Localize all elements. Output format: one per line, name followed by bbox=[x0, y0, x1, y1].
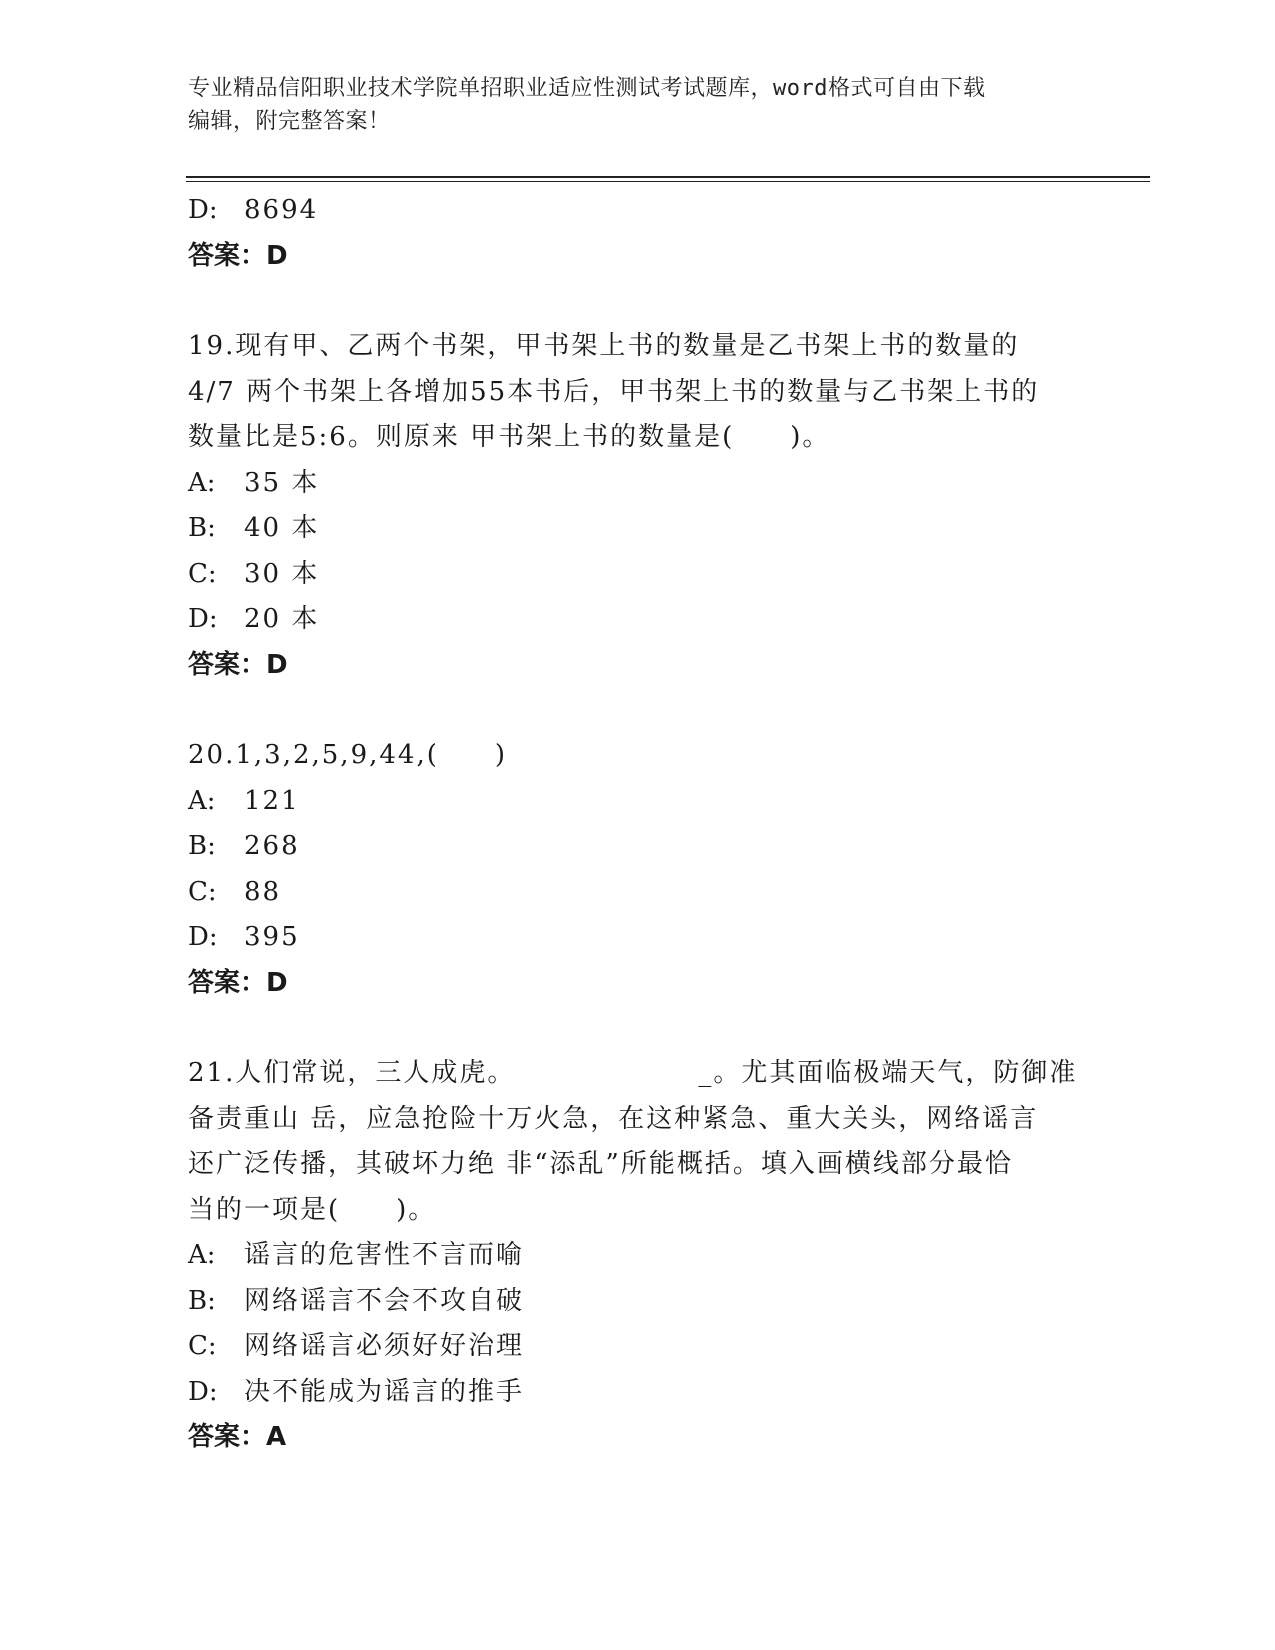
answer: 答案：A bbox=[188, 1422, 287, 1452]
question-19 bbox=[188, 324, 1088, 688]
option-value: 35 本 bbox=[244, 467, 320, 498]
question-text-line: 当的一项是( )。 bbox=[188, 1194, 437, 1225]
spacer bbox=[188, 1006, 1088, 1051]
question-20 bbox=[188, 733, 1088, 1006]
option-key: A: bbox=[188, 1240, 216, 1270]
question-text-line: 备责重山 岳，应急抢险十万火急，在这种紧急、重大关头，网络谣言 bbox=[188, 1103, 1039, 1134]
question-text-line: 4/7 两个书架上各增加55本书后，甲书架上书的数量与乙书架上书的 bbox=[188, 376, 1040, 407]
prev-answer: 答案：D bbox=[188, 240, 288, 271]
option-key: D: bbox=[188, 195, 218, 225]
option-value: 网络谣言必须好好治理 bbox=[244, 1331, 525, 1361]
option-value: 谣言的危害性不言而喻 bbox=[244, 1240, 525, 1270]
option-b bbox=[188, 1279, 1088, 1325]
question-text-line: 还广泛传播，其破坏力绝 非“添乱”所能概括。填入画横线部分最恰 bbox=[188, 1149, 1013, 1179]
option-key: C: bbox=[188, 1331, 217, 1361]
spacer bbox=[188, 279, 1088, 324]
option-c bbox=[188, 870, 1088, 916]
option-key: D: bbox=[188, 1376, 218, 1407]
option-key: D: bbox=[188, 604, 218, 634]
question-list bbox=[188, 188, 1088, 1461]
option-value: 40 本 bbox=[244, 513, 320, 543]
question-text-line: 20.1,3,2,5,9,44,( ) bbox=[188, 740, 508, 770]
option-b bbox=[188, 824, 1088, 870]
question-text-line: 数量比是5:6。则原来 甲书架上书的数量是( )。 bbox=[188, 422, 831, 452]
option-key: B: bbox=[188, 831, 216, 861]
option-value: 121 bbox=[244, 785, 300, 816]
option-a bbox=[188, 1233, 1088, 1279]
option-value: 网络谣言不会不攻自破 bbox=[244, 1285, 525, 1316]
answer: 答案：D bbox=[188, 649, 288, 680]
spacer bbox=[188, 688, 1088, 733]
option-value: 268 bbox=[244, 831, 300, 861]
option-value: 30 本 bbox=[244, 558, 320, 589]
header-divider-thin bbox=[186, 181, 1150, 182]
option-value: 20 本 bbox=[244, 604, 320, 634]
option-d bbox=[188, 915, 1088, 961]
option-c bbox=[188, 1324, 1088, 1370]
question-text-line: 19.现有甲、乙两个书架，甲书架上书的数量是乙书架上书的数量的 bbox=[188, 331, 1020, 361]
option-d bbox=[188, 597, 1088, 643]
question-text-line: 21.人们常说，三人成虎。 _。尤其面临极端天气，防御准 bbox=[188, 1058, 1078, 1088]
option-value: 395 bbox=[244, 922, 300, 952]
option-c bbox=[188, 552, 1088, 598]
option-b bbox=[188, 506, 1088, 552]
option-key: C: bbox=[188, 876, 217, 907]
option-value: 8694 bbox=[244, 195, 319, 225]
option-value: 决不能成为谣言的推手 bbox=[244, 1376, 525, 1407]
option-key: A: bbox=[188, 785, 216, 816]
option-key: B: bbox=[188, 513, 216, 543]
prev-option-d bbox=[188, 188, 1088, 234]
header-divider-thick bbox=[186, 176, 1150, 178]
option-a bbox=[188, 779, 1088, 825]
option-a bbox=[188, 461, 1088, 507]
option-key: B: bbox=[188, 1285, 216, 1316]
option-key: D: bbox=[188, 922, 218, 952]
option-key: A: bbox=[188, 467, 216, 498]
header-line-2: 编辑，附完整答案！ bbox=[188, 109, 391, 134]
page-header bbox=[188, 72, 1068, 138]
option-d bbox=[188, 1370, 1088, 1416]
header-line-1: 专业精品信阳职业技术学院单招职业适应性测试考试题库，word格式可自由下载 bbox=[188, 76, 986, 101]
question-21 bbox=[188, 1051, 1088, 1461]
option-value: 88 bbox=[244, 876, 282, 907]
answer: 答案：D bbox=[188, 967, 288, 998]
option-key: C: bbox=[188, 558, 217, 589]
